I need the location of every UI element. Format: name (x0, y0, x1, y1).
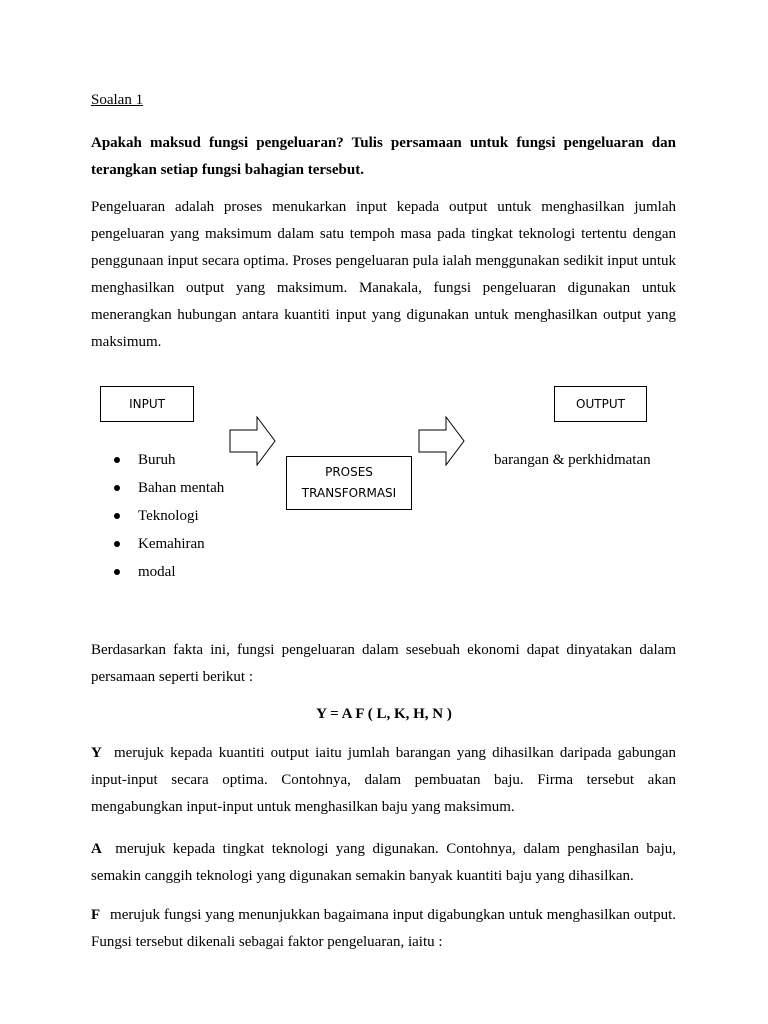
input-list (112, 446, 224, 586)
definition-f (91, 902, 676, 956)
output-description: barangan & perkhidmatan (494, 452, 651, 468)
definition-y (91, 740, 676, 821)
definition-text: merujuk fungsi yang menunjukkan bagaimana input digabungkan untuk menghasilkan output. Fungsi tersebut dikenali sebagai faktor pengeluaran, iaitu : (91, 907, 676, 950)
section-heading (91, 92, 676, 109)
production-diagram (0, 380, 768, 610)
list-item: Teknologi (112, 502, 224, 530)
input-box (100, 386, 194, 422)
section-heading-text: Soalan 1 (91, 92, 144, 108)
bullet-icon (114, 457, 120, 463)
output-box-label: OUTPUT (576, 397, 625, 411)
definition-symbol: F (91, 907, 101, 923)
arrow-right-icon (229, 416, 277, 466)
arrow-right-icon (418, 416, 466, 466)
process-box-line1: PROSES (325, 465, 373, 479)
input-box-label: INPUT (129, 397, 165, 411)
production-equation: Y = A F ( L, K, H, N ) (316, 706, 452, 722)
question-text: Apakah maksud fungsi pengeluaran? Tulis persamaan untuk fungsi pengeluaran dan terangkan setiap fungsi bahagian tersebut. (91, 135, 676, 178)
definition-symbol: Y (91, 745, 102, 761)
paragraph-definition: Pengeluaran adalah proses menukarkan input kepada output untuk menghasilkan jumlah pengeluaran yang maksimum dalam satu tempoh masa pada tingkat teknologi tertentu dengan penggunaan input secara optima. Proses pengeluaran pula ialah menggunakan sedikit input untuk menghasilkan output yang maksimum. Manakala, fungsi pengeluaran digunakan untuk menerangkan hubungan antara kuantiti input yang digunakan untuk menghasilkan output yang maksimum. (91, 199, 676, 350)
bullet-icon (114, 485, 120, 491)
paragraph-equation-intro: Berdasarkan fakta ini, fungsi pengeluaran dalam sesebuah ekonomi dapat dinyatakan dalam persamaan seperti berikut : (91, 642, 676, 685)
list-item: Kemahiran (112, 530, 224, 558)
bullet-icon (114, 513, 120, 519)
process-box-line2: TRANSFORMASI (301, 486, 397, 500)
definition-text: merujuk kepada kuantiti output iaitu jumlah barangan yang dihasilkan daripada gabungan input-input secara optima. Contohnya, dalam pembuatan baju. Firma tersebut akan mengabungkan input-input untuk menghasilkan baju yang maksimum. (91, 745, 676, 815)
list-item: Bahan mentah (112, 474, 224, 502)
definition-text: merujuk kepada tingkat teknologi yang digunakan. Contohnya, dalam penghasilan baju, semakin canggih teknologi yang digunakan semakin banyak kuantiti baju yang dihasilkan. (91, 841, 676, 884)
list-item: modal (112, 558, 224, 586)
process-box (286, 456, 412, 510)
bullet-icon (114, 541, 120, 547)
bullet-icon (114, 569, 120, 575)
list-item: Buruh (112, 446, 224, 474)
output-box (554, 386, 647, 422)
definition-a (91, 836, 676, 890)
definition-symbol: A (91, 841, 102, 857)
